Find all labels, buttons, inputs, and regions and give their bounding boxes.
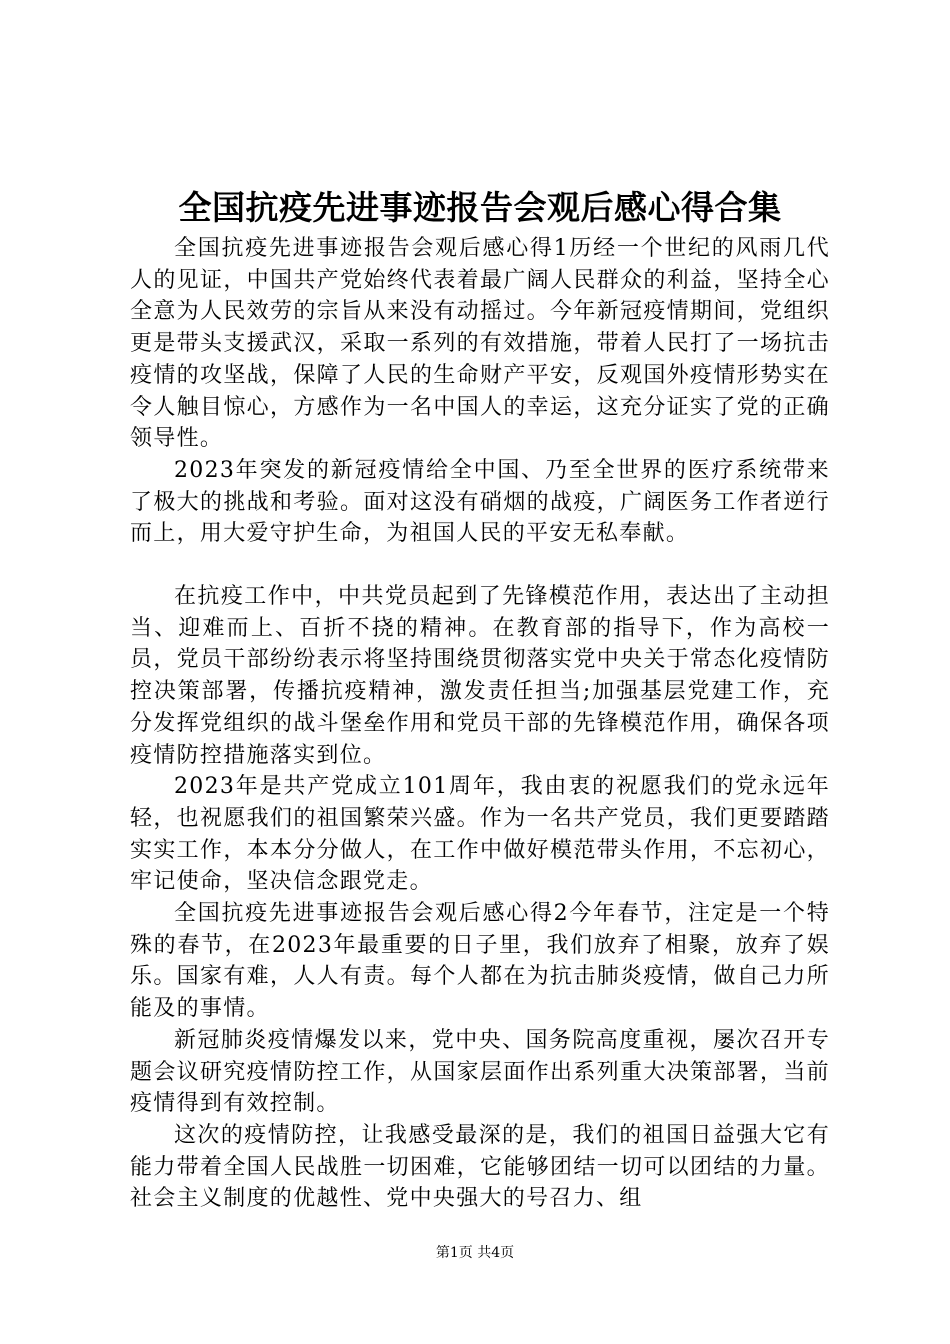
body-paragraph: 2023年是共产党成立101周年，我由衷的祝愿我们的党永远年轻，也祝愿我们的祖国繁荣兴盛。作为一名共产党员，我们更要踏踏实实工作，本本分分做人，在工作中做好模范带头作用，不忘初心，牢记使命，坚决信念跟党走。 <box>130 774 830 895</box>
body-paragraph: 在抗疫工作中，中共党员起到了先锋模范作用，表达出了主动担当、迎难而上、百折不挠的精神。在教育部的指导下，作为高校一员，党员干部纷纷表示将坚持围绕贯彻落实党中央关于常态化疫情防控决策部署，传播抗疫精神，激发责任担当;加强基层党建工作，充分发挥党组织的战斗堡垒作用和党员干部的先锋模范作用，确保各项疫情防控措施落实到位。 <box>130 584 830 768</box>
body-paragraph: 全国抗疫先进事迹报告会观后感心得1历经一个世纪的风雨几代人的见证，中国共产党始终代表着最广阔人民群众的利益，坚持全心全意为人民效劳的宗旨从来没有动摇过。今年新冠疫情期间，党组织更是带头支援武汉，采取一系列的有效措施，带着人民打了一场抗击疫情的攻坚战，保障了人民的生命财产平安，反观国外疫情形势实在令人触目惊心，方感作为一名中国人的幸运，这充分证实了党的正确领导性。 <box>130 236 830 452</box>
body-paragraph: 2023年突发的新冠疫情给全中国、乃至全世界的医疗系统带来了极大的挑战和考验。面对这没有硝烟的战疫，广阔医务工作者逆行而上，用大爱守护生命，为祖国人民的平安无私奉献。 <box>130 457 830 547</box>
document-title: 全国抗疫先进事迹报告会观后感心得合集 <box>178 188 782 227</box>
document-body <box>130 233 830 1215</box>
body-paragraph: 新冠肺炎疫情爆发以来，党中央、国务院高度重视，屡次召开专题会议研究疫情防控工作，从国家层面作出系列重大决策部署，当前疫情得到有效控制。 <box>130 1027 830 1117</box>
body-paragraph: 全国抗疫先进事迹报告会观后感心得2今年春节，注定是一个特殊的春节，在2023年最重要的日子里，我们放弃了相聚，放弃了娱乐。国家有难，人人有责。每个人都在为抗击肺炎疫情，做自己力所能及的事情。 <box>130 901 830 1022</box>
body-paragraph: 这次的疫情防控，让我感受最深的是，我们的祖国日益强大它有能力带着全国人民战胜一切困难，它能够团结一切可以团结的力量。社会主义制度的优越性、党中央强大的号召力、组 <box>130 1122 830 1212</box>
page-footer: 第1页 共4页 <box>435 1245 515 1261</box>
